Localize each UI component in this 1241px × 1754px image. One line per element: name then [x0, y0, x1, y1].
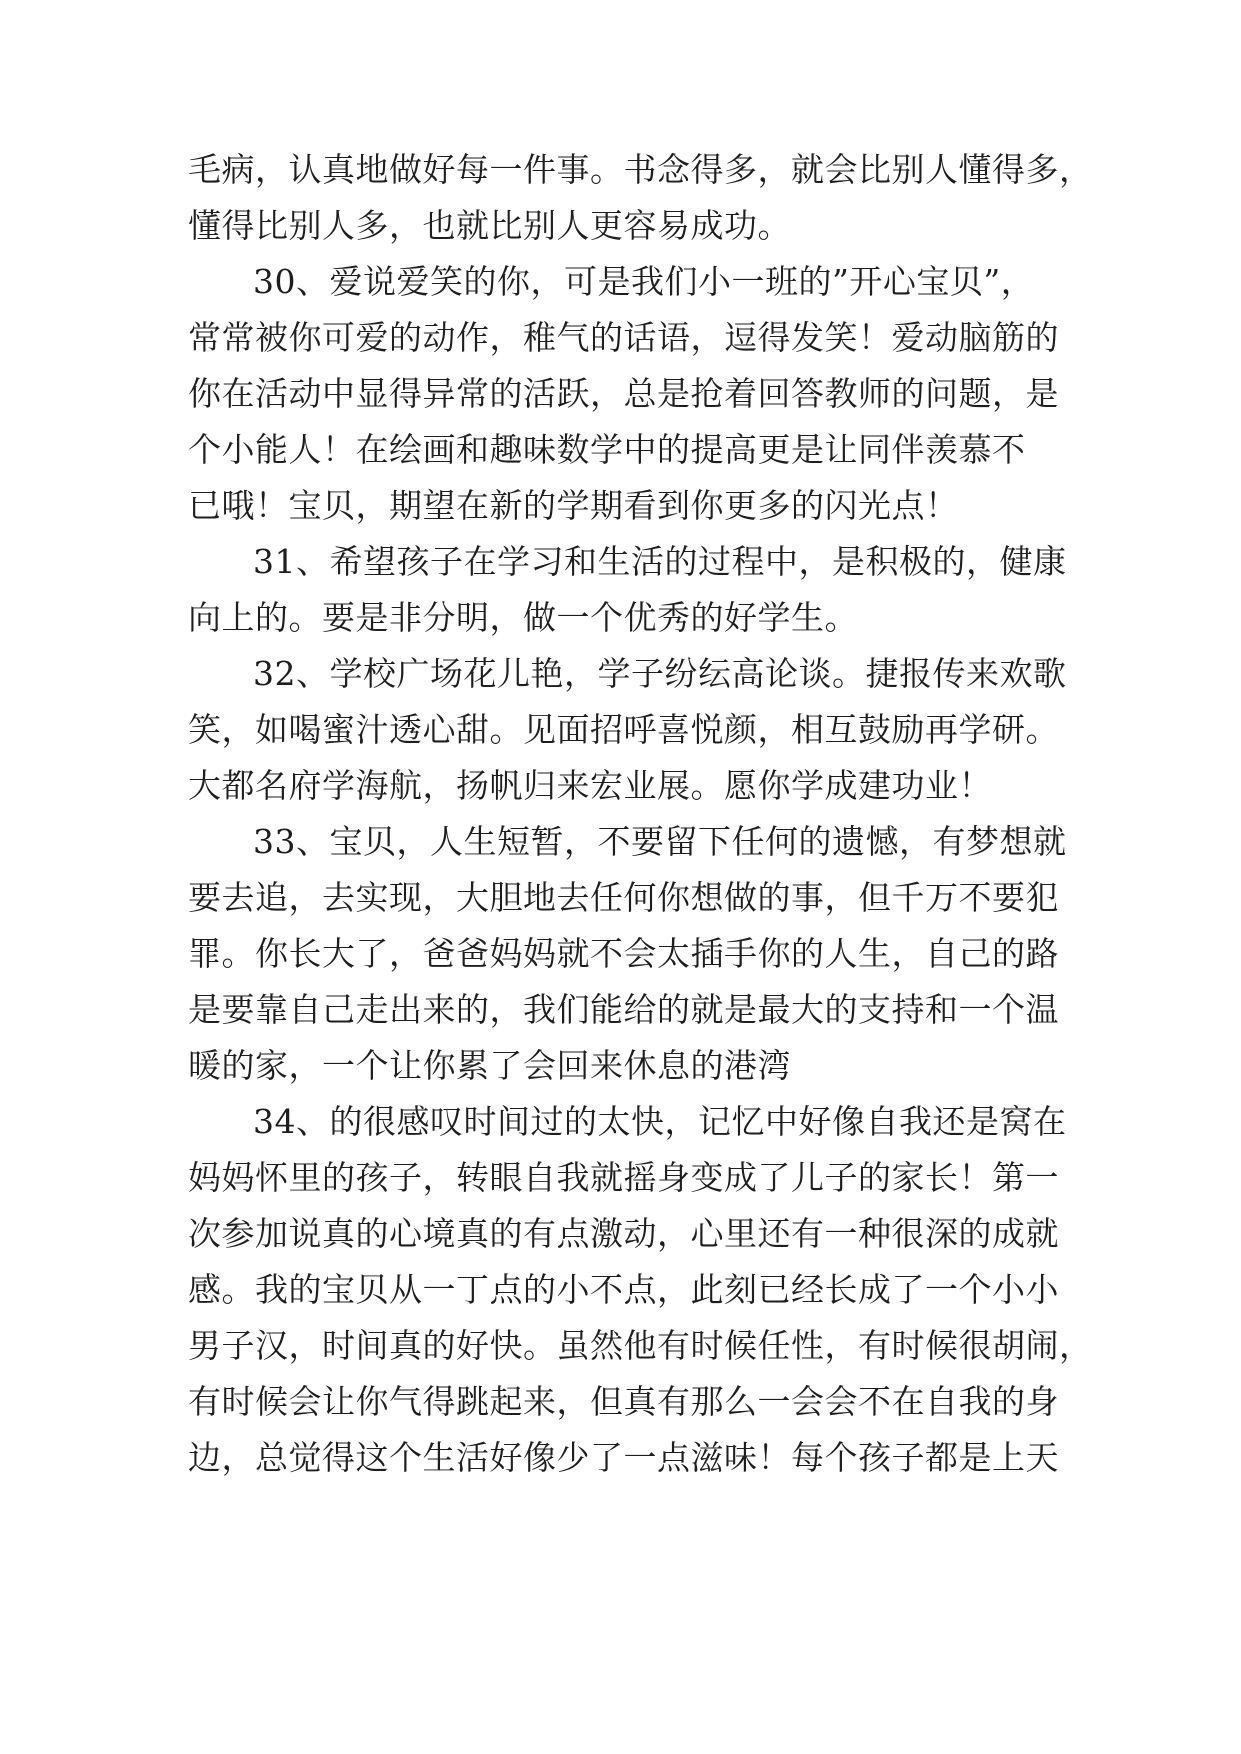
paragraph-start-30: 30、爱说爱笑的你，可是我们小一班的”开心宝贝”， — [253, 262, 1035, 301]
text-line: 毛病，认真地做好每一件事。书念得多，就会比别人懂得多， — [188, 150, 1093, 189]
paragraph-start-32: 32、学校广场花儿艳，学子纷纭高论谈。捷报传来欢歌 — [253, 654, 1067, 693]
paragraph-start-34: 34、的很感叹时间过的太快，记忆中好像自我还是窝在 — [253, 1102, 1067, 1141]
text-line: 已哦！宝贝，期望在新的学期看到你更多的闪光点！ — [188, 486, 959, 525]
text-line: 要去追，去实现，大胆地去任何你想做的事，但千万不要犯 — [188, 878, 1059, 917]
text-line: 常常被你可爱的动作，稚气的话语，逗得发笑！爱动脑筋的 — [188, 318, 1059, 357]
text-line: 妈妈怀里的孩子，转眼自我就摇身变成了儿子的家长！第一 — [188, 1158, 1059, 1197]
text-line: 感。我的宝贝从一丁点的小不点，此刻已经长成了一个小小 — [188, 1270, 1059, 1309]
text-line: 次参加说真的心境真的有点激动，心里还有一种很深的成就 — [188, 1214, 1059, 1253]
paragraph-start-33: 33、宝贝，人生短暂，不要留下任何的遗憾，有梦想就 — [253, 822, 1067, 861]
text-line: 男子汉，时间真的好快。虽然他有时候任性，有时候很胡闹， — [188, 1326, 1093, 1365]
text-line: 向上的。要是非分明，做一个优秀的好学生。 — [188, 598, 858, 637]
text-line: 暖的家，一个让你累了会回来休息的港湾 — [188, 1046, 791, 1085]
text-line: 有时候会让你气得跳起来，但真有那么一会会不在自我的身 — [188, 1382, 1059, 1421]
text-line: 是要靠自己走出来的，我们能给的就是最大的支持和一个温 — [188, 990, 1059, 1029]
text-line: 笑，如喝蜜汁透心甜。见面招呼喜悦颜，相互鼓励再学研。 — [188, 710, 1059, 749]
paragraph-start-31: 31、希望孩子在学习和生活的过程中，是积极的，健康 — [253, 542, 1067, 581]
text-line: 你在活动中显得异常的活跃，总是抢着回答教师的问题，是 — [188, 374, 1059, 413]
text-line: 个小能人！在绘画和趣味数学中的提高更是让同伴羡慕不 — [188, 430, 1026, 469]
text-line: 罪。你长大了，爸爸妈妈就不会太插手你的人生，自己的路 — [188, 934, 1059, 973]
text-line: 懂得比别人多，也就比别人更容易成功。 — [188, 206, 791, 245]
text-line: 大都名府学海航，扬帆归来宏业展。愿你学成建功业！ — [188, 766, 992, 805]
text-line: 边，总觉得这个生活好像少了一点滋味！每个孩子都是上天 — [188, 1438, 1059, 1477]
